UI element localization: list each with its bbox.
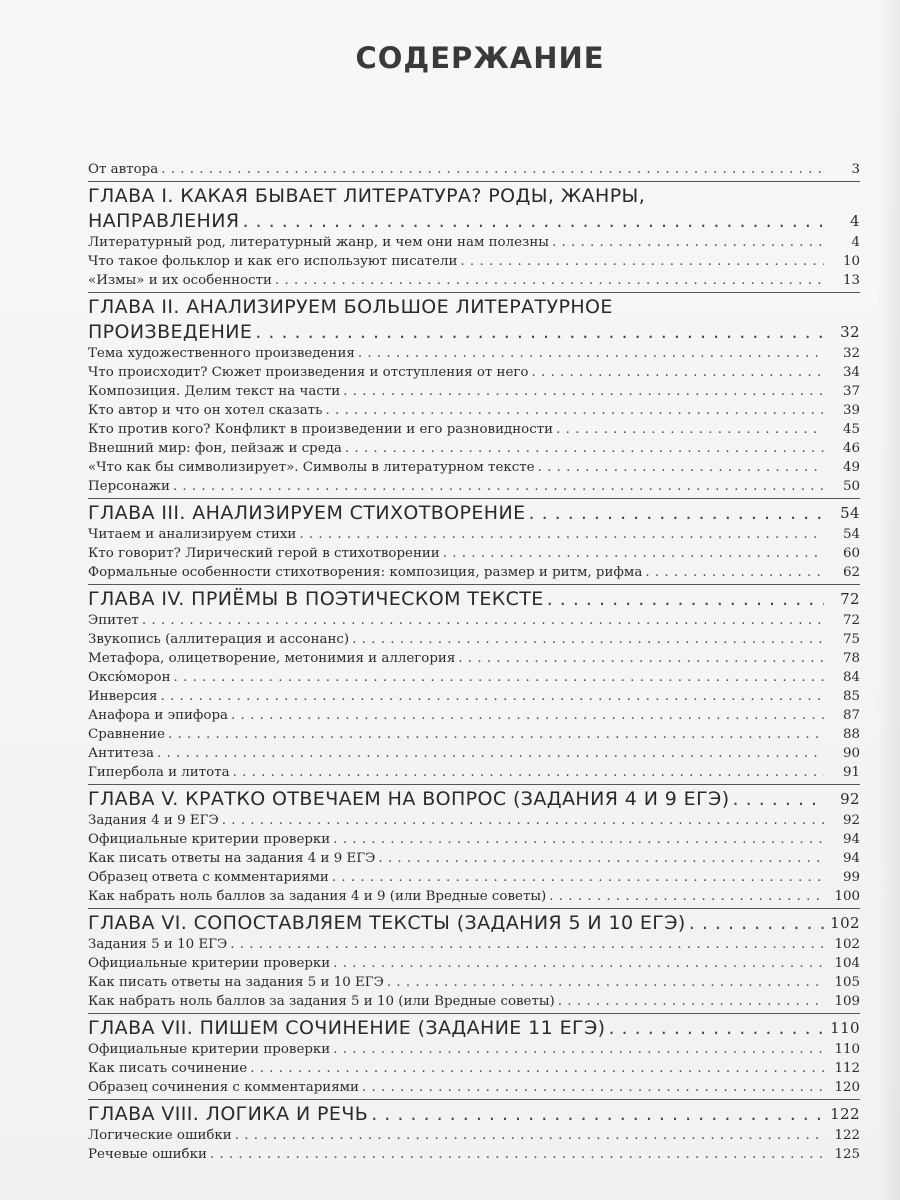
page-number: 100 — [834, 889, 860, 904]
dot-leader — [558, 992, 824, 1011]
dot-leader — [378, 849, 824, 868]
dot-leader — [231, 706, 824, 725]
page-number: 37 — [842, 384, 860, 399]
entry-title: Литературный род, литературный жанр, и чем они нам полезны — [88, 235, 549, 250]
page-number: 120 — [834, 1080, 860, 1095]
page-number: 84 — [842, 670, 860, 685]
page-number: 122 — [834, 1128, 860, 1143]
toc-entry[interactable] — [88, 649, 860, 668]
page-number: 94 — [842, 851, 860, 866]
entry-title: Инверсия — [88, 689, 158, 704]
dot-leader — [333, 954, 824, 973]
page-number: 13 — [842, 273, 860, 288]
dot-leader — [222, 811, 824, 830]
page-number: 75 — [842, 632, 860, 647]
dot-leader — [529, 501, 824, 525]
page-number: 125 — [834, 1147, 860, 1162]
toc-chapter[interactable] — [88, 1102, 860, 1126]
chapter-title-row — [88, 320, 860, 344]
page-number: 54 — [842, 527, 860, 542]
page-number: 3 — [851, 162, 860, 177]
page-title: СОДЕРЖАНИЕ — [355, 41, 605, 75]
dot-leader — [230, 935, 824, 954]
page-number: 110 — [830, 1019, 860, 1037]
toc-entry[interactable] — [88, 830, 860, 849]
dot-leader — [358, 344, 824, 363]
chapter-title: ПРОИЗВЕДЕНИЕ — [88, 321, 253, 343]
toc-entry[interactable] — [88, 744, 860, 763]
page-number: 72 — [842, 613, 860, 628]
entry-title: «Измы» и их особенности — [88, 273, 272, 288]
chapter-title: ГЛАВА VII. ПИШЕМ СОЧИНЕНИЕ (ЗАДАНИЕ 11 ЕГЭ) — [88, 1017, 606, 1039]
chapter-title-row — [88, 911, 860, 935]
chapter-title-row — [88, 787, 860, 811]
toc-entry[interactable] — [88, 233, 860, 252]
dot-leader — [210, 1145, 824, 1164]
entry-title: Кто против кого? Конфликт в произведении и его разновидности — [88, 422, 554, 437]
page-number: 78 — [842, 651, 860, 666]
toc-entry[interactable] — [88, 271, 860, 290]
entry-title: Как набрать ноль баллов за задания 5 и 10 (или Вредные советы) — [88, 994, 555, 1009]
page-number: 62 — [842, 565, 860, 580]
toc-entry[interactable] — [88, 160, 860, 179]
dot-leader — [157, 744, 824, 763]
dot-leader — [689, 911, 824, 935]
page-number: 112 — [834, 1061, 860, 1076]
toc-entry[interactable] — [88, 477, 860, 496]
page-number: 102 — [834, 937, 860, 952]
dot-leader — [387, 973, 824, 992]
toc-entry[interactable] — [88, 725, 860, 744]
toc-entry[interactable] — [88, 973, 860, 992]
chapter-title-row — [88, 209, 860, 233]
chapter-divider — [88, 1099, 860, 1100]
toc-entry[interactable] — [88, 611, 860, 630]
entry-title: Кто говорит? Лирический герой в стихотворении — [88, 546, 440, 561]
chapter-title-row — [88, 587, 860, 611]
toc-entry[interactable] — [88, 344, 860, 363]
page-number: 85 — [842, 689, 860, 704]
dot-leader — [547, 587, 824, 611]
dot-leader — [556, 420, 824, 439]
entry-title: Анафора и эпифора — [88, 708, 229, 723]
dot-leader — [552, 233, 824, 252]
toc-entry[interactable] — [88, 382, 860, 401]
toc-entry[interactable] — [88, 1059, 860, 1078]
entry-title: Официальные критерии проверки — [88, 956, 331, 971]
entry-title: Как набрать ноль баллов за задания 4 и 9 (или Вредные советы) — [88, 889, 547, 904]
entry-title: Что происходит? Сюжет произведения и отступления от него — [88, 365, 529, 380]
toc-entry[interactable] — [88, 935, 860, 954]
chapter-divider — [88, 584, 860, 585]
page-number: 34 — [842, 365, 860, 380]
chapter-divider — [88, 1013, 860, 1014]
toc-chapter[interactable] — [88, 1016, 860, 1040]
toc-chapter[interactable] — [88, 787, 860, 811]
entry-title: Задания 5 и 10 ЕГЭ — [88, 937, 228, 952]
dot-leader — [173, 477, 824, 496]
chapter-title-row — [88, 1016, 860, 1040]
entry-title: Речевые ошибки — [88, 1147, 207, 1162]
page-number: 105 — [834, 975, 860, 990]
toc-entry[interactable] — [88, 849, 860, 868]
dot-leader — [333, 1040, 824, 1059]
entry-title: Внешний мир: фон, пейзаж и среда — [88, 441, 342, 456]
dot-leader — [460, 252, 824, 271]
entry-title: Задания 4 и 9 ЕГЭ — [88, 813, 219, 828]
chapter-title: НАПРАВЛЕНИЯ — [88, 210, 240, 232]
dot-leader — [549, 887, 824, 906]
page-number: 49 — [842, 460, 860, 475]
toc-entry[interactable] — [88, 420, 860, 439]
entry-title: Образец сочинения с комментариями — [88, 1080, 359, 1095]
dot-leader — [275, 271, 824, 290]
chapter-divider — [88, 181, 860, 182]
page-number: 54 — [840, 504, 860, 522]
dot-leader — [443, 544, 824, 563]
entry-title: Как писать ответы на задания 5 и 10 ЕГЭ — [88, 975, 384, 990]
toc-entry[interactable] — [88, 458, 860, 477]
entry-title: Формальные особенности стихотворения: композиция, размер и ритм, рифма — [88, 565, 643, 580]
toc-entry[interactable] — [88, 992, 860, 1011]
page-number: 60 — [842, 546, 860, 561]
dot-leader — [161, 687, 824, 706]
dot-leader — [343, 382, 824, 401]
toc-entry[interactable] — [88, 363, 860, 382]
entry-title: Официальные критерии проверки — [88, 1042, 331, 1057]
chapter-divider — [88, 292, 860, 293]
toc-chapter[interactable] — [88, 501, 860, 525]
entry-title: Образец ответа с комментариями — [88, 870, 329, 885]
table-of-contents — [88, 160, 860, 1164]
chapter-title-row — [88, 501, 860, 525]
chapter-title: ГЛАВА VIII. ЛОГИКА И РЕЧЬ — [88, 1103, 369, 1125]
entry-title: «Что как бы символизирует». Символы в литературном тексте — [88, 460, 535, 475]
chapter-divider — [88, 498, 860, 499]
chapter-divider — [88, 784, 860, 785]
dot-leader — [233, 763, 824, 782]
entry-title: Кто автор и что он хотел сказать — [88, 403, 323, 418]
page-number: 90 — [842, 746, 860, 761]
page-number: 45 — [842, 422, 860, 437]
entry-title: Композиция. Делим текст на части — [88, 384, 341, 399]
dot-leader — [325, 401, 824, 420]
chapter-title: ГЛАВА IV. ПРИЁМЫ В ПОЭТИЧЕСКОМ ТЕКСТЕ — [88, 588, 544, 610]
page-number: 50 — [842, 479, 860, 494]
page-number: 87 — [842, 708, 860, 723]
dot-leader — [333, 830, 824, 849]
page-number: 32 — [842, 346, 860, 361]
toc-entry[interactable] — [88, 563, 860, 582]
page-number: 110 — [834, 1042, 860, 1057]
entry-title: Оксю́морон — [88, 670, 171, 685]
dot-leader — [142, 611, 824, 630]
dot-leader — [168, 725, 824, 744]
dot-leader — [299, 525, 824, 544]
page-number: 39 — [842, 403, 860, 418]
toc-entry[interactable] — [88, 252, 860, 271]
dot-leader — [250, 1059, 824, 1078]
page-number: 91 — [842, 765, 860, 780]
toc-chapter[interactable] — [88, 587, 860, 611]
dot-leader — [345, 439, 824, 458]
dot-leader — [255, 320, 824, 344]
toc-entry[interactable] — [88, 1145, 860, 1164]
chapter-title: ГЛАВА V. КРАТКО ОТВЕЧАЕМ НА ВОПРОС (ЗАДАНИЯ 4 И 9 ЕГЭ) — [88, 788, 730, 810]
entry-title: Эпитет — [88, 613, 139, 628]
dot-leader — [371, 1102, 824, 1126]
entry-title: Как писать ответы на задания 4 и 9 ЕГЭ — [88, 851, 376, 866]
chapter-title-line: ГЛАВА II. АНАЛИЗИРУЕМ БОЛЬШОЕ ЛИТЕРАТУРНОЕ — [88, 296, 613, 318]
entry-title: Тема художественного произведения — [88, 346, 355, 361]
page-number: 104 — [834, 956, 860, 971]
entry-title: Метафора, олицетворение, метонимия и аллегория — [88, 651, 456, 666]
page-number: 94 — [842, 832, 860, 847]
page-number: 102 — [830, 914, 860, 932]
entry-title: Как писать сочинение — [88, 1061, 248, 1076]
dot-leader — [174, 668, 824, 687]
chapter-divider — [88, 908, 860, 909]
toc-chapter[interactable] — [88, 295, 860, 344]
dot-leader — [161, 160, 824, 179]
entry-title: Логические ошибки — [88, 1128, 232, 1143]
page-number: 122 — [830, 1105, 860, 1123]
page-number: 72 — [840, 590, 860, 608]
toc-entry[interactable] — [88, 706, 860, 725]
page-number: 88 — [842, 727, 860, 742]
page-number: 92 — [840, 790, 860, 808]
page-edge-shadow — [878, 0, 900, 1200]
chapter-title-line: ГЛАВА I. КАКАЯ БЫВАЕТ ЛИТЕРАТУРА? РОДЫ, ЖАНРЫ, — [88, 185, 646, 207]
dot-leader — [531, 363, 824, 382]
toc-entry[interactable] — [88, 763, 860, 782]
entry-title: Сравнение — [88, 727, 165, 742]
toc-entry[interactable] — [88, 687, 860, 706]
page-number: 32 — [840, 323, 860, 341]
toc-entry[interactable] — [88, 868, 860, 887]
toc-entry[interactable] — [88, 401, 860, 420]
dot-leader — [458, 649, 824, 668]
dot-leader — [608, 1016, 824, 1040]
page-number: 99 — [842, 870, 860, 885]
dot-leader — [332, 868, 824, 887]
dot-leader — [362, 1078, 824, 1097]
toc-entry[interactable] — [88, 544, 860, 563]
entry-title: Звукопись (аллитерация и ассонанс) — [88, 632, 350, 647]
chapter-title: ГЛАВА III. АНАЛИЗИРУЕМ СТИХОТВОРЕНИЕ — [88, 502, 526, 524]
entry-title: Персонажи — [88, 479, 170, 494]
toc-entry[interactable] — [88, 630, 860, 649]
page-number: 4 — [851, 235, 860, 250]
dot-leader — [538, 458, 824, 477]
dot-leader — [733, 787, 824, 811]
toc-chapter[interactable] — [88, 184, 860, 233]
page-number: 46 — [842, 441, 860, 456]
page-number: 4 — [850, 212, 860, 230]
dot-leader — [242, 209, 824, 233]
dot-leader — [645, 563, 824, 582]
toc-entry[interactable] — [88, 811, 860, 830]
toc-entry[interactable] — [88, 439, 860, 458]
page-number: 92 — [842, 813, 860, 828]
toc-chapter[interactable] — [88, 911, 860, 935]
dot-leader — [235, 1126, 824, 1145]
toc-entry[interactable] — [88, 887, 860, 906]
dot-leader — [352, 630, 824, 649]
toc-entry[interactable] — [88, 1040, 860, 1059]
toc-entry[interactable] — [88, 668, 860, 687]
page-number: 10 — [842, 254, 860, 269]
entry-title: Читаем и анализируем стихи — [88, 527, 297, 542]
entry-title: Что такое фольклор и как его используют писатели — [88, 254, 458, 269]
entry-title: Антитеза — [88, 746, 155, 761]
toc-entry[interactable] — [88, 1078, 860, 1097]
toc-entry[interactable] — [88, 525, 860, 544]
chapter-title-row — [88, 1102, 860, 1126]
page-number: 109 — [834, 994, 860, 1009]
entry-title: От автора — [88, 162, 159, 177]
toc-entry[interactable] — [88, 954, 860, 973]
entry-title: Гипербола и литота — [88, 765, 230, 780]
chapter-title: ГЛАВА VI. СОПОСТАВЛЯЕМ ТЕКСТЫ (ЗАДАНИЯ 5 И 10 ЕГЭ) — [88, 912, 686, 934]
entry-title: Официальные критерии проверки — [88, 832, 331, 847]
toc-entry[interactable] — [88, 1126, 860, 1145]
